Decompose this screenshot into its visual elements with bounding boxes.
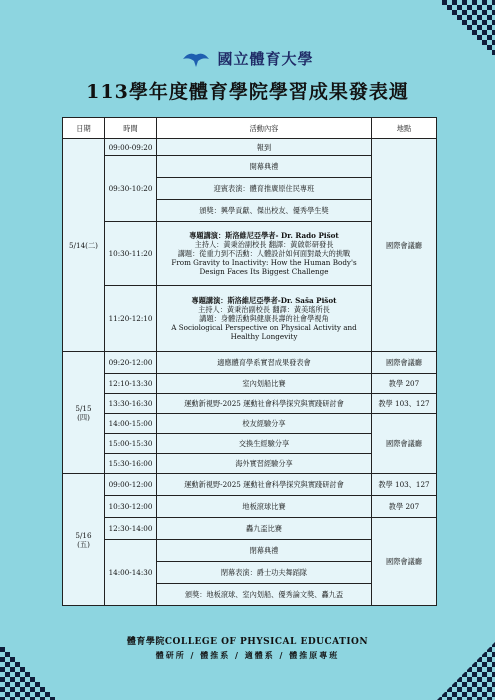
table-row xyxy=(63,352,437,374)
content-cell: 報到 xyxy=(157,139,372,156)
content-cell: 開幕典禮 xyxy=(157,156,372,178)
time-cell: 14:00-14:30 xyxy=(105,540,157,606)
table-row xyxy=(63,374,437,394)
content-cell: 閉幕表演：爵士功夫舞蹈隊 xyxy=(157,562,372,584)
keynote-speaker: 專題講演：斯洛維尼亞學者- Dr. Rado Pišot xyxy=(189,231,339,240)
location-cell: 教學 207 xyxy=(372,496,437,518)
date-cell xyxy=(63,474,105,606)
date-cell xyxy=(63,352,105,474)
keynote-topic: 講題：從重力到不活動：人體設計如何面對最大的挑戰 xyxy=(177,249,351,258)
header-content: 活動內容 xyxy=(157,118,372,139)
keynote-host: 主持人：黃秉治副校長 翻譯：黃美瑤所長 xyxy=(198,305,330,314)
time-cell: 10:30-12:00 xyxy=(105,496,157,518)
footer-departments: 體研所 / 體推系 / 適體系 / 體推原專班 xyxy=(155,650,340,660)
location-cell: 國際會議廳 xyxy=(372,518,437,606)
keynote-cell xyxy=(157,286,372,352)
footer-college: 體育學院COLLEGE OF PHYSICAL EDUCATION xyxy=(126,637,369,647)
time-cell: 09:00-12:00 xyxy=(105,474,157,496)
time-cell: 10:30-11:20 xyxy=(105,222,157,286)
location-cell: 國際會議廳 xyxy=(372,414,437,474)
date-label: 5/16 xyxy=(75,530,92,540)
table-row xyxy=(63,139,437,156)
table-row xyxy=(63,414,437,434)
weekday-label: (五) xyxy=(77,539,90,549)
date-label: 5/15 xyxy=(75,403,92,413)
table-row xyxy=(63,496,437,518)
location-cell: 國際會議廳 xyxy=(372,139,437,352)
weekday-label: (四) xyxy=(77,412,90,422)
location-cell: 教學 103、127 xyxy=(372,474,437,496)
content-cell: 運動新視野-2025 運動社會科學探究與實踐研討會 xyxy=(157,474,372,496)
page-title: 113學年度體育學院學習成果發表週 xyxy=(86,81,409,103)
content-cell: 室內划船比賽 xyxy=(157,374,372,394)
time-cell: 13:30-16:30 xyxy=(105,394,157,414)
keynote-topic: 講題：身體活動與健康長壽的社會學視角 xyxy=(199,314,329,323)
time-cell: 09:20-12:00 xyxy=(105,352,157,374)
location-cell: 國際會議廳 xyxy=(372,352,437,374)
table-row xyxy=(63,518,437,540)
time-cell: 15:00-15:30 xyxy=(105,434,157,454)
time-cell: 11:20-12:10 xyxy=(105,286,157,352)
content-cell: 轟九盃比賽 xyxy=(157,518,372,540)
location-cell: 教學 103、127 xyxy=(372,394,437,414)
keynote-topic-english: A Sociological Perspective on Physical Activity and Healthy Longevity xyxy=(171,323,357,341)
schedule-table xyxy=(62,117,437,606)
time-cell: 12:10-13:30 xyxy=(105,374,157,394)
keynote-host: 主持人：黃秉治副校長 翻譯：黃啟彰研發長 xyxy=(194,240,334,249)
university-name: 國立體育大學 xyxy=(217,50,314,68)
content-cell: 海外實習經驗分享 xyxy=(157,454,372,474)
header-location: 地點 xyxy=(372,118,437,139)
table-row xyxy=(63,394,437,414)
content-cell: 地板滾球比賽 xyxy=(157,496,372,518)
content-cell: 適應體育學系實習成果發表會 xyxy=(157,352,372,374)
content-cell: 頒獎：地板滾球、室內划船、優秀論文獎、轟九盃 xyxy=(157,584,372,606)
keynote-topic-english: From Gravity to Inactivity: How the Human Body's Design Faces Its Biggest Challenge xyxy=(171,258,357,276)
content-cell: 校友經驗分享 xyxy=(157,414,372,434)
content-cell: 頒獎：興學貢獻、傑出校友、優秀學生獎 xyxy=(157,200,372,222)
header-day: 日期 xyxy=(63,118,105,139)
content-cell: 閉幕典禮 xyxy=(157,540,372,562)
keynote-speaker: 專題講演：斯洛維尼亞學者-Dr. Saša Pišot xyxy=(191,296,337,305)
university-emblem-icon xyxy=(181,49,211,69)
content-cell: 交換生經驗分享 xyxy=(157,434,372,454)
time-cell: 09:30-10:20 xyxy=(105,156,157,222)
time-cell: 15:30-16:00 xyxy=(105,454,157,474)
table-header-row xyxy=(63,118,437,139)
content-cell: 迎賓表演：體育推廣原住民專班 xyxy=(157,178,372,200)
time-cell: 14:00-15:00 xyxy=(105,414,157,434)
location-cell: 教學 207 xyxy=(372,374,437,394)
table-row xyxy=(63,474,437,496)
time-cell: 12:30-14:00 xyxy=(105,518,157,540)
date-cell: 5/14(二) xyxy=(63,139,105,352)
content-cell: 運動新視野-2025 運動社會科學探究與實踐研討會 xyxy=(157,394,372,414)
header-time: 時間 xyxy=(105,118,157,139)
time-cell: 09:00-09:20 xyxy=(105,139,157,156)
keynote-cell xyxy=(157,222,372,286)
university-header xyxy=(0,48,495,69)
